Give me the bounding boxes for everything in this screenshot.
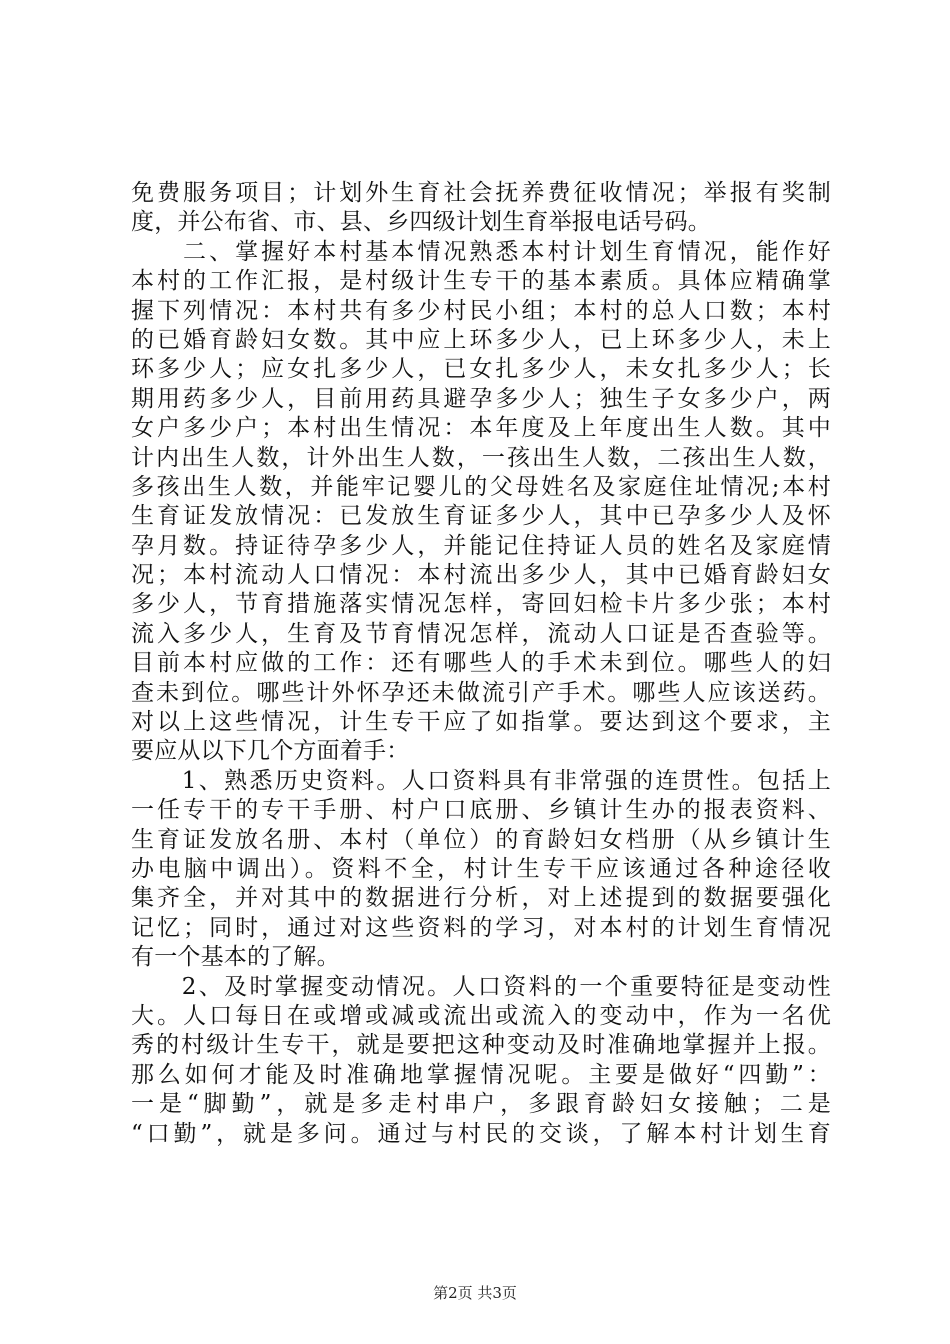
text-line: 秀的村级计生专干，就是要把这种变动及时准确地掌握并上报。	[131, 1032, 831, 1059]
text-line: 免费服务项目；计划外生育社会抚养费征收情况；举报有奖制	[131, 180, 831, 206]
text-line: 多少人，节育措施落实情况怎样，寄回妇检卡片多少张；本村	[131, 591, 831, 618]
text-line: 多孩出生人数，并能牢记婴儿的父母姓名及家庭住址情况;本村	[131, 473, 831, 500]
text-line: 的已婚育龄妇女数。其中应上环多少人，已上环多少人，未上	[131, 326, 831, 353]
text-line: 那么如何才能及时准确地掌握情况呢。主要是做好“四勤”：	[131, 1061, 831, 1088]
text-line: 计内出生人数，计外出生人数，一孩出生人数，二孩出生人数，	[131, 444, 831, 471]
text-line: 况；本村流动人口情况：本村流出多少人，其中已婚育龄妇女	[131, 562, 831, 589]
text-line: 本村的工作汇报，是村级计生专干的基本素质。具体应精确掌	[131, 268, 831, 295]
text-line: 集齐全，并对其中的数据进行分析，对上述提到的数据要强化	[131, 885, 831, 912]
text-line: 握下列情况：本村共有多少村民小组；本村的总人口数；本村	[131, 297, 831, 324]
text-line: 有一个基本的了解。	[131, 944, 340, 971]
text-line: 期用药多少人，目前用药具避孕多少人；独生子女多少户，两	[131, 385, 831, 412]
text-line: 查未到位。哪些计外怀孕还未做流引产手术。哪些人应该送药。	[131, 679, 831, 706]
text-line: 一任专干的专干手册、村户口底册、乡镇计生办的报表资料、	[131, 797, 831, 824]
page-footer: 第2页 共3页	[433, 1284, 517, 1302]
text-line: 要应从以下几个方面着手：	[131, 738, 410, 765]
text-line: 2、及时掌握变动情况。人口资料的一个重要特征是变动性	[131, 973, 831, 1000]
text-line: 生育证发放名册、本村（单位）的育龄妇女档册（从乡镇计生	[131, 826, 831, 853]
body-text	[131, 179, 831, 1149]
text-line: “口勤”，就是多问。通过与村民的交谈，了解本村计划生育	[131, 1120, 831, 1147]
text-line: 女户多少户；本村出生情况：本年度及上年度出生人数。其中	[131, 415, 831, 442]
text-line: 对以上这些情况，计生专干应了如指掌。要达到这个要求，主	[131, 709, 831, 736]
text-line: 流入多少人，生育及节育情况怎样，流动人口证是否查验等。	[131, 620, 831, 647]
text-line: 度，并公布省、市、县、乡四级计划生育举报电话号码。	[131, 209, 711, 236]
text-line: 1、熟悉历史资料。人口资料具有非常强的连贯性。包括上	[131, 767, 831, 794]
text-line: 目前本村应做的工作：还有哪些人的手术未到位。哪些人的妇	[131, 650, 831, 677]
text-line: 大。人口每日在或增或减或流出或流入的变动中，作为一名优	[131, 1002, 831, 1029]
text-line: 孕月数。持证待孕多少人，并能记住持证人员的姓名及家庭情	[131, 532, 831, 559]
text-line: 一是“脚勤”，就是多走村串户，多跟育龄妇女接触；二是	[131, 1091, 831, 1118]
text-line: 二、掌握好本村基本情况熟悉本村计划生育情况，能作好	[131, 238, 831, 265]
text-line: 记忆；同时，通过对这些资料的学习，对本村的计划生育情况	[131, 914, 831, 941]
text-line: 办电脑中调出）。资料不全，村计生专干应该通过各种途径收	[131, 855, 831, 882]
text-line: 生育证发放情况：已发放生育证多少人，其中已孕多少人及怀	[131, 503, 831, 530]
text-line: 环多少人；应女扎多少人，已女扎多少人，未女扎多少人；长	[131, 356, 831, 383]
